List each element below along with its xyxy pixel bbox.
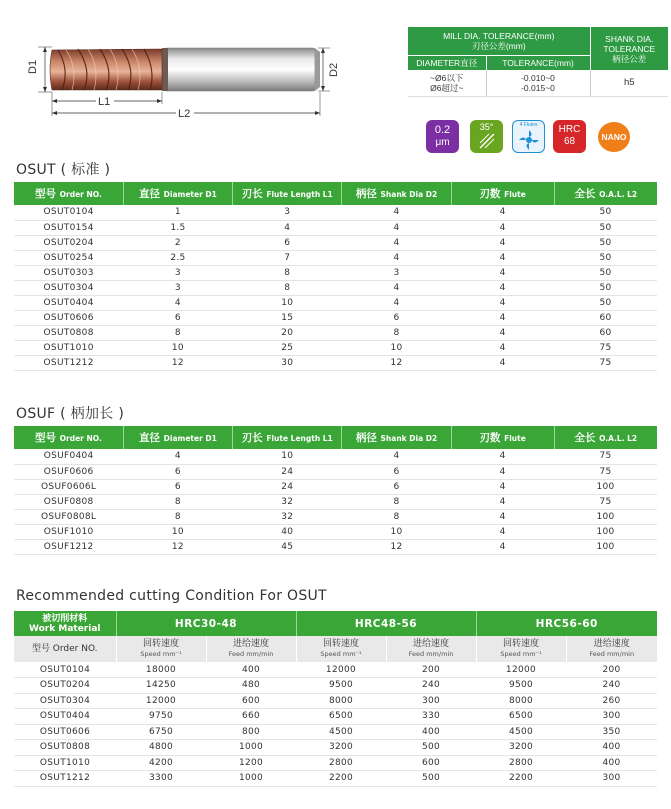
osuf-header-row [14, 426, 657, 449]
table-cell: 100 [554, 479, 657, 494]
table-cell: 3 [342, 265, 451, 280]
table-cell: 6 [342, 310, 451, 325]
table-cell: 4500 [476, 724, 566, 740]
table-cell: 3 [123, 280, 232, 295]
table-cell: 75 [554, 464, 657, 479]
table-cell: 4 [451, 250, 554, 265]
table-cell: 480 [206, 678, 296, 694]
table-row [14, 494, 657, 509]
table-cell: 4 [451, 205, 554, 220]
osuf-spec-table [14, 426, 657, 555]
table-cell: OSUT0104 [14, 205, 123, 220]
table-row [14, 524, 657, 539]
table-cell: 8 [123, 494, 232, 509]
spec-col-header: 刃数 Flute [451, 182, 554, 205]
table-cell: 2 [123, 235, 232, 250]
table-cell: 1000 [206, 740, 296, 756]
tolerance-table [408, 27, 668, 97]
table-cell: 8000 [296, 693, 386, 709]
table-cell: 4 [451, 235, 554, 250]
feed-header: 进给速度 Feed mm/min [386, 636, 476, 662]
d2-label: D2 [328, 62, 340, 77]
table-cell: 300 [386, 693, 476, 709]
table-cell: 400 [566, 740, 657, 756]
table-cell: 8 [342, 325, 451, 340]
table-cell: 50 [554, 250, 657, 265]
l2-label: L2 [178, 108, 191, 120]
table-cell: 18000 [116, 662, 206, 678]
group-hrc56-60: HRC56-60 [476, 611, 657, 636]
d1-label: D1 [27, 59, 39, 74]
table-cell: 4 [342, 295, 451, 310]
spec-col-header: 直径 Diameter D1 [123, 426, 232, 449]
table-cell: 25 [233, 340, 342, 355]
osuf-title: OSUF ( 柄加长 ) [16, 406, 125, 422]
table-cell: 10 [123, 340, 232, 355]
table-cell: OSUT0404 [14, 295, 123, 310]
table-cell: 2800 [296, 755, 386, 771]
table-cell: 4 [451, 280, 554, 295]
feed-header: 进给速度 Feed mm/min [206, 636, 296, 662]
table-cell: 10 [233, 449, 342, 464]
nano-coating-badge: NANO [598, 122, 630, 152]
table-row [14, 464, 657, 479]
table-cell: 75 [554, 340, 657, 355]
table-cell: OSUF1010 [14, 524, 123, 539]
table-row [14, 325, 657, 340]
table-cell: 4 [451, 265, 554, 280]
table-cell: 500 [386, 771, 476, 787]
table-cell: 10 [233, 295, 342, 310]
l1-label: L1 [98, 96, 111, 108]
table-cell: 12000 [476, 662, 566, 678]
table-cell: 6 [123, 464, 232, 479]
osut-spec-table [14, 182, 657, 371]
table-cell: 6 [123, 479, 232, 494]
table-cell: OSUT0404 [14, 709, 116, 725]
table-cell: 1000 [206, 771, 296, 787]
table-cell: 14250 [116, 678, 206, 694]
table-cell: 2200 [296, 771, 386, 787]
table-cell: OSUF0808 [14, 494, 123, 509]
mill-tolerance-header: MILL DIA. TOLERANCE(mm) 刃径公差(mm) [408, 27, 590, 55]
spec-col-header: 刃长 Flute Length L1 [233, 426, 342, 449]
table-row [14, 740, 657, 756]
table-cell: 50 [554, 280, 657, 295]
helix-angle-icon [477, 132, 497, 150]
table-cell: 6 [123, 310, 232, 325]
table-cell: OSUF0606L [14, 479, 123, 494]
cutting-sub-header-row [14, 636, 657, 662]
table-cell: 10 [342, 340, 451, 355]
table-row [14, 340, 657, 355]
table-cell: 2800 [476, 755, 566, 771]
feed-header: 进给速度 Feed mm/min [566, 636, 657, 662]
spec-col-header: 柄径 Shank Dia D2 [342, 426, 451, 449]
table-cell: 2.5 [123, 250, 232, 265]
min-radius-badge: 0.2 μm [426, 120, 459, 153]
tolerance-values: -0.010~0 -0.015~0 [486, 70, 590, 96]
table-cell: 4 [342, 220, 451, 235]
table-row [14, 724, 657, 740]
table-cell: 75 [554, 449, 657, 464]
table-cell: 12000 [296, 662, 386, 678]
table-cell: OSUT0606 [14, 724, 116, 740]
table-cell: 50 [554, 295, 657, 310]
table-cell: 8 [233, 265, 342, 280]
table-cell: 4 [451, 325, 554, 340]
table-cell: 4200 [116, 755, 206, 771]
table-cell: OSUF0404 [14, 449, 123, 464]
table-cell: 330 [386, 709, 476, 725]
table-cell: 8 [342, 509, 451, 524]
table-row [14, 355, 657, 370]
table-cell: 6 [342, 479, 451, 494]
table-cell: 4 [451, 479, 554, 494]
table-cell: 7 [233, 250, 342, 265]
table-cell: OSUT0254 [14, 250, 123, 265]
table-cell: 400 [386, 724, 476, 740]
table-cell: 50 [554, 265, 657, 280]
table-row [14, 662, 657, 678]
table-row [14, 709, 657, 725]
table-cell: 3200 [296, 740, 386, 756]
flute-section [50, 49, 162, 90]
table-cell: 240 [386, 678, 476, 694]
table-cell: 400 [566, 755, 657, 771]
table-cell: 30 [233, 355, 342, 370]
table-cell: OSUT0303 [14, 265, 123, 280]
table-cell: 8 [342, 494, 451, 509]
table-cell: 9500 [476, 678, 566, 694]
table-cell: 4 [451, 464, 554, 479]
table-row [14, 280, 657, 295]
table-cell: 24 [233, 464, 342, 479]
table-cell: 50 [554, 205, 657, 220]
shank-body [165, 48, 315, 91]
table-cell: 3200 [476, 740, 566, 756]
table-cell: 4 [451, 494, 554, 509]
table-cell: 50 [554, 220, 657, 235]
table-cell: 3 [233, 205, 342, 220]
table-cell: 1.5 [123, 220, 232, 235]
table-cell: OSUT0304 [14, 280, 123, 295]
table-cell: 32 [233, 509, 342, 524]
shank-tolerance-header: SHANK DIA. TOLERANCE 柄径公差 [590, 27, 668, 70]
table-row [14, 205, 657, 220]
table-cell: 12 [123, 355, 232, 370]
group-hrc48-56: HRC48-56 [296, 611, 476, 636]
spec-col-header: 柄径 Shank Dia D2 [342, 182, 451, 205]
table-cell: 12 [342, 355, 451, 370]
table-cell: 1 [123, 205, 232, 220]
table-cell: 12 [123, 539, 232, 554]
table-row [14, 295, 657, 310]
table-cell: 6 [233, 235, 342, 250]
spec-col-header: 全长 O.A.L. L2 [554, 182, 657, 205]
spec-col-header: 型号 Order NO. [14, 182, 123, 205]
order-no-header: 型号 Order NO. [14, 636, 116, 662]
table-row [14, 449, 657, 464]
speed-header: 回转速度 Speed mm⁻¹ [116, 636, 206, 662]
table-cell: OSUF1212 [14, 539, 123, 554]
table-cell: 3300 [116, 771, 206, 787]
table-cell: 9750 [116, 709, 206, 725]
table-cell: 8 [123, 325, 232, 340]
table-cell: 4 [451, 539, 554, 554]
table-cell: 4 [123, 295, 232, 310]
table-cell: OSUT0204 [14, 235, 123, 250]
table-cell: 6750 [116, 724, 206, 740]
table-cell: 100 [554, 539, 657, 554]
table-cell: OSUT0606 [14, 310, 123, 325]
table-cell: OSUT0808 [14, 740, 116, 756]
spec-col-header: 型号 Order NO. [14, 426, 123, 449]
table-cell: 260 [566, 693, 657, 709]
table-cell: 4 [342, 235, 451, 250]
shank-tolerance-value: h5 [590, 70, 668, 96]
table-cell: OSUT1212 [14, 355, 123, 370]
table-cell: OSUT0808 [14, 325, 123, 340]
osut-header-row [14, 182, 657, 205]
table-cell: OSUF0808L [14, 509, 123, 524]
table-cell: 6 [342, 464, 451, 479]
table-cell: 300 [566, 771, 657, 787]
table-cell: 50 [554, 235, 657, 250]
table-row [14, 539, 657, 554]
table-cell: 4 [451, 355, 554, 370]
diameter-col-header: DIAMETER直径 [408, 55, 486, 70]
table-cell: 600 [386, 755, 476, 771]
spec-col-header: 全长 O.A.L. L2 [554, 426, 657, 449]
cutting-condition-table [14, 611, 657, 787]
table-cell: 40 [233, 524, 342, 539]
table-row [14, 265, 657, 280]
table-cell: 3 [123, 265, 232, 280]
spec-col-header: 刃数 Flute [451, 426, 554, 449]
table-cell: 60 [554, 310, 657, 325]
table-row [14, 693, 657, 709]
table-cell: 4 [342, 205, 451, 220]
spec-col-header: 直径 Diameter D1 [123, 182, 232, 205]
table-row [14, 310, 657, 325]
speed-header: 回转速度 Speed mm⁻¹ [296, 636, 386, 662]
table-cell: 300 [566, 709, 657, 725]
table-cell: 10 [123, 524, 232, 539]
table-cell: 200 [566, 662, 657, 678]
speed-header: 回转速度 Speed mm⁻¹ [476, 636, 566, 662]
table-cell: 9500 [296, 678, 386, 694]
table-cell: 45 [233, 539, 342, 554]
table-cell: 15 [233, 310, 342, 325]
table-cell: 660 [206, 709, 296, 725]
cutting-group-header-row [14, 611, 657, 636]
table-row [14, 250, 657, 265]
end-mill-drawing [0, 0, 400, 130]
table-cell: 4 [451, 220, 554, 235]
work-material-header: 被切削材料 Work Material [14, 611, 116, 636]
table-cell: 4 [233, 220, 342, 235]
table-cell: 400 [206, 662, 296, 678]
table-cell: 4800 [116, 740, 206, 756]
table-cell: 4 [451, 295, 554, 310]
table-cell: OSUT0154 [14, 220, 123, 235]
table-row [14, 755, 657, 771]
table-cell: 350 [566, 724, 657, 740]
osut-title: OSUT ( 标准 ) [16, 162, 111, 178]
helix-angle-badge: 35° [470, 120, 503, 153]
table-cell: OSUT1010 [14, 755, 116, 771]
table-cell: OSUT0204 [14, 678, 116, 694]
table-row [14, 771, 657, 787]
table-cell: 12 [342, 539, 451, 554]
table-cell: 4500 [296, 724, 386, 740]
table-cell: 4 [123, 449, 232, 464]
table-row [14, 479, 657, 494]
group-hrc30-48: HRC30-48 [116, 611, 296, 636]
table-cell: 20 [233, 325, 342, 340]
table-cell: OSUT0304 [14, 693, 116, 709]
table-cell: 4 [451, 310, 554, 325]
table-cell: 12000 [116, 693, 206, 709]
table-cell: 600 [206, 693, 296, 709]
table-cell: 2200 [476, 771, 566, 787]
table-row [14, 235, 657, 250]
table-cell: 4 [342, 449, 451, 464]
table-cell: 32 [233, 494, 342, 509]
table-cell: 800 [206, 724, 296, 740]
flutes-badge: 4 Flutes [512, 120, 545, 153]
table-cell: OSUT1010 [14, 340, 123, 355]
table-cell: 8 [233, 280, 342, 295]
table-cell: 4 [451, 509, 554, 524]
table-cell: 6500 [296, 709, 386, 725]
feature-badges [426, 120, 666, 156]
table-cell: 4 [451, 340, 554, 355]
spec-col-header: 刃长 Flute Length L1 [233, 182, 342, 205]
table-cell: 200 [386, 662, 476, 678]
table-cell: 8 [123, 509, 232, 524]
table-cell: 75 [554, 355, 657, 370]
table-cell: 8000 [476, 693, 566, 709]
table-cell: 4 [451, 449, 554, 464]
table-row [14, 220, 657, 235]
table-cell: 60 [554, 325, 657, 340]
table-row [14, 509, 657, 524]
table-cell: 6500 [476, 709, 566, 725]
table-cell: OSUT0104 [14, 662, 116, 678]
tolerance-col-header: TOLERANCE(mm) [486, 55, 590, 70]
table-cell: 100 [554, 524, 657, 539]
table-cell: OSUT1212 [14, 771, 116, 787]
table-cell: 240 [566, 678, 657, 694]
table-cell: 100 [554, 509, 657, 524]
table-cell: 500 [386, 740, 476, 756]
table-cell: 75 [554, 494, 657, 509]
table-cell: OSUF0606 [14, 464, 123, 479]
four-flute-icon [518, 129, 540, 151]
table-cell: 10 [342, 524, 451, 539]
table-cell: 4 [342, 280, 451, 295]
table-row [14, 678, 657, 694]
diameter-ranges: ~Ø6以下 Ø6超过~ [408, 70, 486, 96]
table-cell: 4 [451, 524, 554, 539]
table-cell: 4 [342, 250, 451, 265]
table-cell: 24 [233, 479, 342, 494]
hrc-badge: HRC 68 [553, 120, 586, 153]
cutting-title: Recommended cutting Condition For OSUT [16, 588, 327, 604]
table-cell: 1200 [206, 755, 296, 771]
